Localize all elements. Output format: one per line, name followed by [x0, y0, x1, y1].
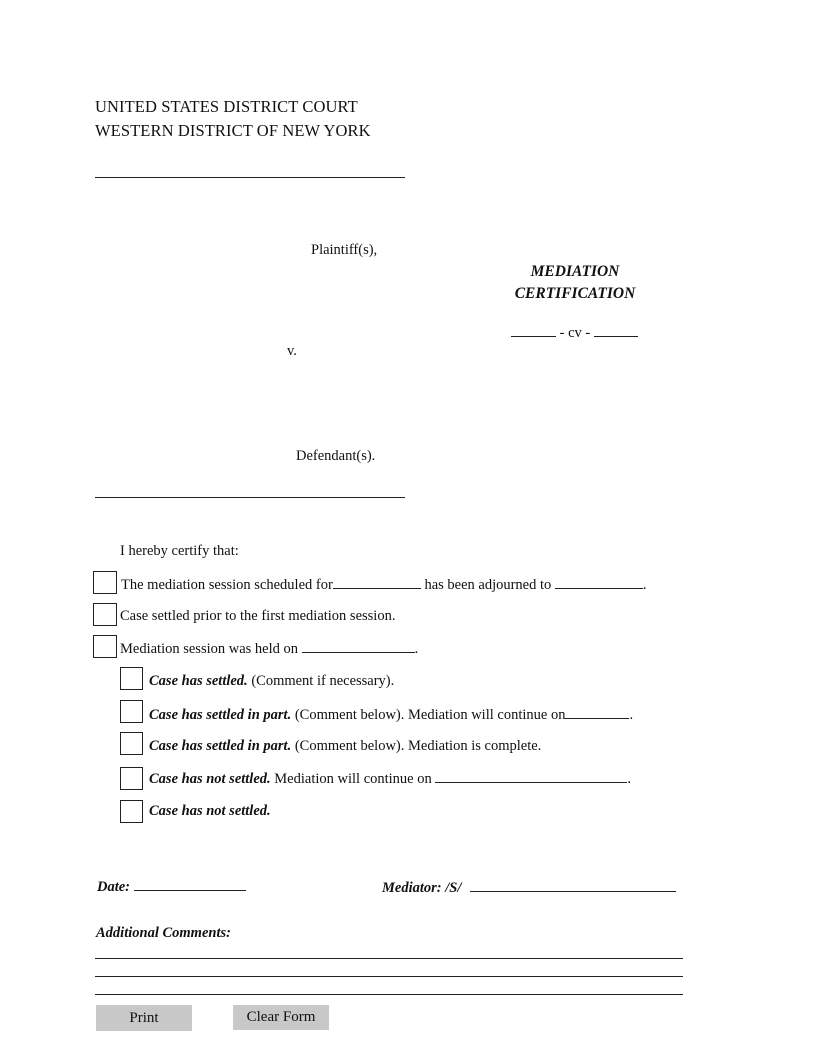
settled-in-part-continue-statement: [149, 706, 633, 724]
not-settled-statement: [149, 803, 271, 820]
adjourned-middle-text: has been adjourned to: [424, 577, 552, 593]
case-number-field[interactable]: [594, 324, 638, 337]
case-number: [511, 324, 638, 342]
comment-line[interactable]: [95, 976, 683, 977]
not-settled-continue-label: Case has not settled.: [149, 771, 271, 787]
not-settled-checkbox[interactable]: [120, 800, 143, 823]
not-settled-label: Case has not settled.: [149, 803, 271, 819]
adjourned-end: .: [642, 577, 647, 593]
settled-prior-checkbox[interactable]: [93, 603, 117, 626]
adjourned-text: The mediation session scheduled for: [121, 577, 333, 593]
court-district: WESTERN DISTRICT OF NEW YORK: [95, 121, 371, 140]
not-settled-continue-date-field[interactable]: [435, 770, 627, 783]
mediator-row: [382, 879, 676, 897]
plaintiff-label: Plaintiff(s),: [311, 242, 378, 258]
adjourned-checkbox[interactable]: [93, 571, 117, 594]
not-settled-continue-checkbox[interactable]: [120, 767, 143, 790]
session-held-statement: [120, 640, 418, 658]
settled-prior-text: Case settled prior to the first mediation session.: [120, 608, 396, 624]
case-settled-checkbox[interactable]: [120, 667, 143, 690]
adjourned-to-field[interactable]: [555, 576, 643, 589]
settled-in-part-complete-statement: [149, 738, 541, 755]
case-number-separator: - cv -: [559, 325, 591, 341]
settled-in-part-continue-end: .: [629, 707, 634, 723]
scheduled-date-field[interactable]: [333, 576, 421, 589]
defendant-label: Defendant(s).: [296, 448, 376, 464]
session-held-date-field[interactable]: [302, 640, 415, 653]
continue-date-field[interactable]: [565, 706, 629, 719]
clear-form-button[interactable]: Clear Form: [233, 1005, 329, 1030]
case-settled-note: (Comment if necessary).: [247, 673, 395, 689]
caption-top-rule: [95, 177, 405, 178]
print-button[interactable]: Print: [96, 1005, 192, 1031]
not-settled-continue-end: .: [627, 771, 631, 787]
mediator-signature-field[interactable]: [470, 879, 676, 892]
case-settled-statement: [149, 673, 394, 690]
certify-intro: I hereby certify that:: [120, 543, 239, 559]
date-row: [97, 878, 246, 896]
comments-label: Additional Comments:: [96, 925, 231, 941]
session-held-text: Mediation session was held on: [120, 641, 299, 657]
adjourned-statement: [121, 576, 647, 594]
session-held-checkbox[interactable]: [93, 635, 117, 658]
court-name: UNITED STATES DISTRICT COURT: [95, 97, 358, 116]
date-field[interactable]: [134, 878, 246, 891]
versus-label: v.: [287, 343, 297, 359]
mediator-label: Mediator: /S/: [382, 880, 462, 896]
not-settled-continue-statement: [149, 770, 631, 788]
comment-line[interactable]: [95, 994, 683, 995]
case-number-year-field[interactable]: [511, 324, 556, 337]
settled-in-part-continue-note: (Comment below). Mediation will continue on: [291, 707, 566, 723]
not-settled-continue-note: Mediation will continue on: [270, 771, 436, 787]
settled-in-part-complete-label: Case has settled in part.: [149, 738, 292, 754]
caption-bottom-rule: [95, 497, 405, 498]
settled-in-part-complete-checkbox[interactable]: [120, 732, 143, 755]
document-title-line1: MEDIATION: [530, 263, 620, 280]
session-held-end: .: [414, 641, 419, 657]
settled-in-part-continue-checkbox[interactable]: [120, 700, 143, 723]
document-title-line2: CERTIFICATION: [514, 285, 636, 302]
date-label: Date:: [97, 879, 131, 895]
comment-line[interactable]: [95, 958, 683, 959]
case-settled-label: Case has settled.: [149, 673, 248, 689]
settled-in-part-continue-label: Case has settled in part.: [149, 707, 292, 723]
settled-in-part-complete-note: (Comment below). Mediation is complete.: [291, 738, 542, 754]
